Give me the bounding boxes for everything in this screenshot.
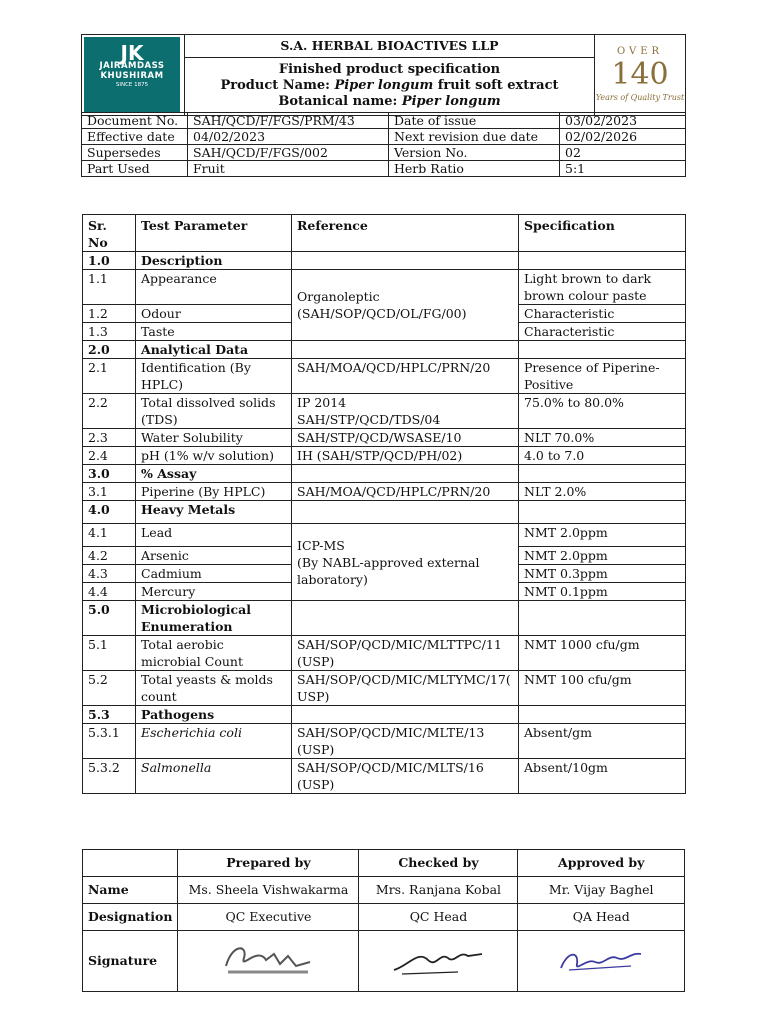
approval-header-row: Prepared by Checked by Approved by [83, 850, 685, 877]
icp-reference: ICP-MS (By NABL-approved external laboratory) [292, 524, 519, 601]
table-row: 2.3 Water Solubility SAH/STP/QCD/WSASE/10 NLT 70.0% [83, 429, 686, 447]
company-name: S.A. HERBAL BIOACTIVES LLP [185, 35, 595, 58]
table-row: 1.3 Taste Characteristic [83, 323, 686, 341]
table-row: 2.4 pH (1% w/v solution) IH (SAH/STP/QCD/PH/02) 4.0 to 7.0 [83, 447, 686, 465]
section-row: 3.0 % Assay [83, 465, 686, 483]
meta-row: Supersedes SAH/QCD/F/FGS/002 Version No. 02 [82, 145, 686, 161]
section-row: 5.0 Microbiological Enumeration [83, 601, 686, 636]
signature-prepared [218, 936, 318, 982]
table-row: 4.4 Mercury NMT 0.1ppm [83, 583, 686, 601]
table-row: 2.1 Identification (By HPLC) SAH/MOA/QCD/HPLC/PRN/20 Presence of Piperine- Positive [83, 359, 686, 394]
anniversary-badge: OVER 140 Years of Quality Trust [595, 35, 686, 116]
product-name: Product Name: Piper longum fruit soft extract [220, 78, 559, 94]
section-row: 5.3 Pathogens [83, 706, 686, 724]
signature-approved [551, 936, 651, 982]
table-row: 5.3.1 Escherichia coli SAH/SOP/QCD/MIC/MLTE/13 (USP) Absent/gm [83, 724, 686, 759]
section-row: 2.0 Analytical Data [83, 341, 686, 359]
approval-signature-row: Signature [83, 931, 685, 992]
logo-cell [82, 35, 185, 116]
spec-heading [185, 57, 595, 115]
approval-name-row: Name Ms. Sheela Vishwakarma Mrs. Ranjana Kobal Mr. Vijay Baghel [83, 877, 685, 904]
table-row: 5.3.2 Salmonella SAH/SOP/QCD/MIC/MLTS/16 (USP) Absent/10gm [83, 759, 686, 794]
table-row: 4.2 Arsenic NMT 2.0ppm [83, 547, 686, 565]
document-meta-table [81, 112, 686, 177]
meta-row: Document No. SAH/QCD/F/FGS/PRM/43 Date of issue 03/02/2023 [82, 113, 686, 129]
section-row: 1.0 Description [83, 252, 686, 270]
botanical-name: Botanical name: Piper longum [278, 94, 501, 110]
table-header-row: Sr. No Test Parameter Reference Specification [83, 215, 686, 252]
signature-checked [388, 936, 488, 982]
table-row: 4.1 Lead ICP-MS (By NABL-approved external laboratory) NMT 2.0ppm [83, 524, 686, 547]
approval-designation-row: Designation QC Executive QC Head QA Head [83, 904, 685, 931]
organoleptic-reference: Organoleptic (SAH/SOP/QCD/OL/FG/00) [292, 270, 519, 341]
spec-title: Finished product specification [278, 62, 501, 78]
table-row: 4.3 Cadmium NMT 0.3ppm [83, 565, 686, 583]
meta-row: Effective date 04/02/2023 Next revision due date 02/02/2026 [82, 129, 686, 145]
approval-table [82, 849, 685, 992]
table-row: 1.1 Appearance Organoleptic (SAH/SOP/QCD/OL/FG/00) Light brown to dark brown colour paste [83, 270, 686, 305]
document-header [81, 34, 686, 116]
company-logo: JK JAIRAMDASS KHUSHIRAM SINCE 1875 [84, 37, 180, 113]
section-row: 4.0 Heavy Metals [83, 501, 686, 524]
table-row: 5.1 Total aerobic microbial Count SAH/SOP/QCD/MIC/MLTTPC/11 (USP) NMT 1000 cfu/gm [83, 636, 686, 671]
table-row: 1.2 Odour Characteristic [83, 305, 686, 323]
table-row: 3.1 Piperine (By HPLC) SAH/MOA/QCD/HPLC/PRN/20 NLT 2.0% [83, 483, 686, 501]
specification-table [82, 214, 686, 794]
table-row: 5.2 Total yeasts & molds count SAH/SOP/QCD/MIC/MLTYMC/17( USP) NMT 100 cfu/gm [83, 671, 686, 706]
meta-row: Part Used Fruit Herb Ratio 5:1 [82, 161, 686, 177]
table-row: 2.2 Total dissolved solids (TDS) IP 2014 SAH/STP/QCD/TDS/04 75.0% to 80.0% [83, 394, 686, 429]
